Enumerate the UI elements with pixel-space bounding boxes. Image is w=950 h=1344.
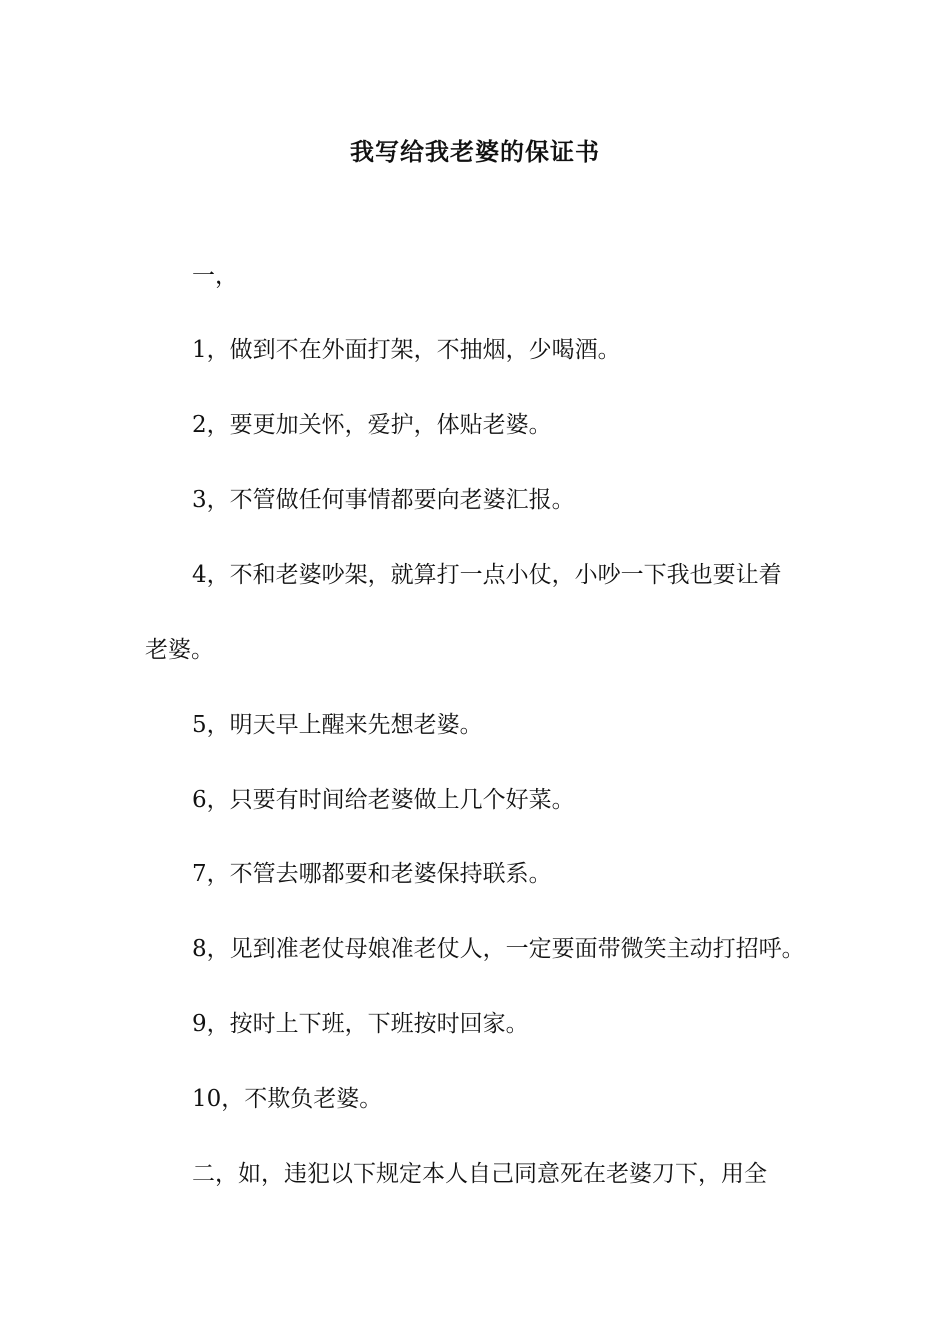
pledge-item-1: 1，做到不在外面打架，不抽烟，少喝酒。: [192, 337, 621, 363]
pledge-item-10: 10，不欺负老婆。: [192, 1086, 383, 1112]
pledge-item-5: 5，明天早上醒来先想老婆。: [192, 712, 483, 738]
section-heading-one: 一，: [192, 263, 238, 289]
pledge-item-3: 3，不管做任何事情都要向老婆汇报。: [192, 487, 575, 513]
pledge-item-8: 8，见到准老仗母娘准老仗人，一定要面带微笑主动打招呼。: [192, 936, 805, 962]
pledge-item-4-continued: 老婆。: [145, 637, 214, 663]
pledge-item-2: 2，要更加关怀，爱护，体贴老婆。: [192, 412, 552, 438]
section-two-paragraph: 二，如，违犯以下规定本人自己同意死在老婆刀下，用全: [192, 1161, 767, 1187]
pledge-item-4: 4，不和老婆吵架，就算打一点小仗，小吵一下我也要让着: [192, 562, 782, 588]
pledge-item-9: 9，按时上下班，下班按时回家。: [192, 1011, 529, 1037]
pledge-item-6: 6，只要有时间给老婆做上几个好菜。: [192, 787, 575, 813]
document-title: 我写给我老婆的保证书: [350, 137, 600, 166]
pledge-item-7: 7，不管去哪都要和老婆保持联系。: [192, 861, 552, 887]
